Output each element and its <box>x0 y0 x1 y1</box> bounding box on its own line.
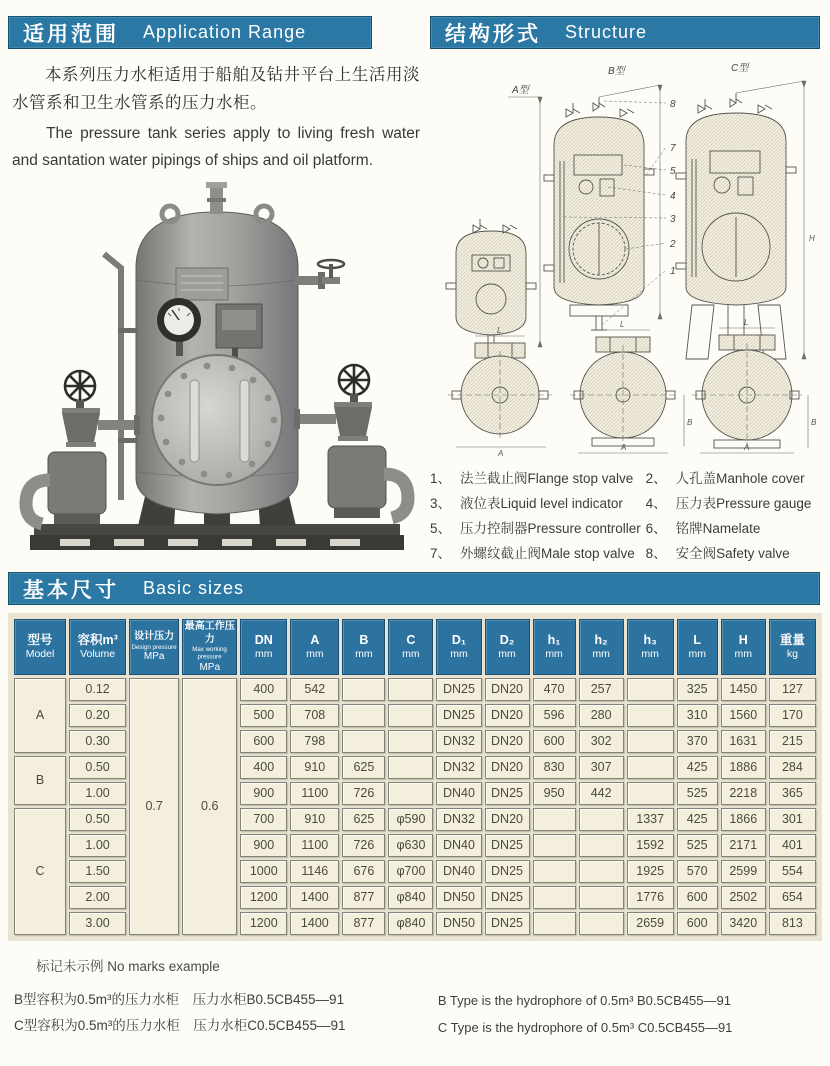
size-cell: 500 <box>240 704 287 727</box>
legend-item-7 <box>430 542 646 562</box>
size-cell: DN25 <box>436 678 481 701</box>
legend-item-text: 安全阀Safety valve <box>675 546 790 561</box>
size-cell: 1592 <box>627 834 674 857</box>
structure-column <box>424 49 822 562</box>
manhole-cover <box>152 355 282 485</box>
size-cell: DN50 <box>436 886 481 909</box>
size-cell <box>388 782 433 805</box>
svg-text:2: 2 <box>670 239 676 250</box>
size-cell <box>533 808 576 831</box>
svg-text:1: 1 <box>670 266 676 277</box>
svg-text:A: A <box>621 443 627 452</box>
size-cell <box>533 834 576 857</box>
svg-text:8: 8 <box>670 99 676 110</box>
column-header: 型号 Model <box>14 619 66 675</box>
liquid-level-gauge <box>104 254 138 500</box>
legend-item-number: 6、 <box>645 521 667 536</box>
column-header: 重量 kg <box>769 619 816 675</box>
size-cell: 0.12 <box>69 678 126 701</box>
structure-title-en: Structure <box>565 22 648 42</box>
size-cell: φ840 <box>388 912 433 935</box>
size-cell: 442 <box>579 782 624 805</box>
legend-item-8 <box>646 542 822 562</box>
size-cell <box>579 808 624 831</box>
size-cell <box>627 730 674 753</box>
size-cell: 0.50 <box>69 756 126 779</box>
top-banners <box>8 16 820 49</box>
type-a-label: A型 <box>512 85 529 96</box>
size-cell: 726 <box>342 834 385 857</box>
size-cell: DN40 <box>436 860 481 883</box>
size-cell: 625 <box>342 756 385 779</box>
size-cell: 910 <box>290 808 339 831</box>
size-cell <box>533 886 576 909</box>
column-header: H mm <box>721 619 766 675</box>
size-cell <box>388 704 433 727</box>
size-cell: DN40 <box>436 834 481 857</box>
size-cell: DN32 <box>436 756 481 779</box>
size-cell: 676 <box>342 860 385 883</box>
size-cell: 1200 <box>240 912 287 935</box>
size-cell: 1.00 <box>69 782 126 805</box>
legend-item-number: 1、 <box>430 471 452 486</box>
application-range-title-zh: 适用范围 <box>23 22 119 46</box>
size-cell: 2599 <box>721 860 766 883</box>
size-cell: DN32 <box>436 730 481 753</box>
size-cell: 2218 <box>721 782 766 805</box>
type-c-label: C型 <box>731 63 749 74</box>
legend-item-number: 3、 <box>430 496 452 511</box>
front-view-b <box>544 85 662 330</box>
svg-text:A: A <box>498 449 504 457</box>
pressure-cell: 0.6 <box>182 678 237 935</box>
size-cell: 325 <box>677 678 718 701</box>
table-row <box>14 678 816 701</box>
size-cell: 1.00 <box>69 834 126 857</box>
column-header: A mm <box>290 619 339 675</box>
size-cell: DN20 <box>485 704 530 727</box>
size-cell <box>627 704 674 727</box>
size-cell: 0.50 <box>69 808 126 831</box>
size-cell: DN20 <box>485 756 530 779</box>
size-cell: 798 <box>290 730 339 753</box>
shoulder-valve-icon <box>294 260 344 289</box>
note-line: B型容积为0.5m³的压力水柜 压力水柜B0.5CB455—91 <box>14 991 345 1007</box>
legend-item-text: 外螺纹截止阀Male stop valve <box>460 546 635 561</box>
top-riser-pipe <box>206 182 227 214</box>
size-cell: DN20 <box>485 808 530 831</box>
size-cell: 280 <box>579 704 624 727</box>
size-cell: 0.20 <box>69 704 126 727</box>
size-cell: 2.00 <box>69 886 126 909</box>
size-cell: 877 <box>342 886 385 909</box>
legend-item-text: 液位表Liquid level indicator <box>460 496 623 511</box>
size-cell: 401 <box>769 834 816 857</box>
size-cell: 910 <box>290 756 339 779</box>
size-cell <box>627 756 674 779</box>
size-cell: DN20 <box>485 678 530 701</box>
note-line: C型容积为0.5m³的压力水柜 压力水柜C0.5CB455—91 <box>14 1017 346 1033</box>
size-cell: 215 <box>769 730 816 753</box>
size-cell: DN50 <box>436 912 481 935</box>
size-cell: 570 <box>677 860 718 883</box>
size-cell: 2502 <box>721 886 766 909</box>
size-cell: 600 <box>677 886 718 909</box>
size-cell: 600 <box>677 912 718 935</box>
size-cell: 302 <box>579 730 624 753</box>
legend-item-text: 法兰截止阀Flange stop valve <box>460 471 634 486</box>
svg-text:3: 3 <box>670 214 676 225</box>
size-cell <box>579 834 624 857</box>
svg-text:L: L <box>744 318 749 327</box>
size-cell: 3.00 <box>69 912 126 935</box>
size-cell: 554 <box>769 860 816 883</box>
size-cell: 257 <box>579 678 624 701</box>
size-cell: 525 <box>677 782 718 805</box>
size-cell: 525 <box>677 834 718 857</box>
size-cell: 370 <box>677 730 718 753</box>
size-cell: 2659 <box>627 912 674 935</box>
legend-item-5 <box>430 517 646 537</box>
svg-text:5: 5 <box>670 166 676 177</box>
size-cell <box>579 886 624 909</box>
svg-text:7: 7 <box>670 143 676 154</box>
legend-item-2 <box>646 467 822 487</box>
size-cell: 708 <box>290 704 339 727</box>
top-view-b <box>570 320 693 453</box>
size-cell: 301 <box>769 808 816 831</box>
legend-item-number: 8、 <box>645 546 667 561</box>
size-cell: 900 <box>240 782 287 805</box>
size-cell <box>342 678 385 701</box>
note-line: C Type is the hydrophore of 0.5m³ C0.5CB455—91 <box>437 1019 733 1035</box>
size-cell: DN25 <box>485 834 530 857</box>
size-cell: 700 <box>240 808 287 831</box>
size-cell: 127 <box>769 678 816 701</box>
size-cell: 307 <box>579 756 624 779</box>
column-header: h₁ mm <box>533 619 576 675</box>
size-cell: 400 <box>240 678 287 701</box>
size-cell: 877 <box>342 912 385 935</box>
size-cell <box>579 912 624 935</box>
svg-text:A: A <box>744 443 750 452</box>
size-cell: 0.30 <box>69 730 126 753</box>
size-cell: 1100 <box>290 782 339 805</box>
size-cell: 365 <box>769 782 816 805</box>
size-cell: 2171 <box>721 834 766 857</box>
size-cell: 1.50 <box>69 860 126 883</box>
column-header: h₃ mm <box>627 619 674 675</box>
legend-item-number: 2、 <box>645 471 667 486</box>
nameplate <box>176 268 228 300</box>
pressure-cell: 0.7 <box>129 678 179 935</box>
size-cell: 3420 <box>721 912 766 935</box>
note-line: B Type is the hydrophore of 0.5m³ B0.5CB455—91 <box>437 992 731 1008</box>
notes-section <box>14 955 816 1042</box>
legend-item-number: 4、 <box>645 496 667 511</box>
size-cell: 654 <box>769 886 816 909</box>
size-cell: 726 <box>342 782 385 805</box>
model-cell: B <box>14 756 66 805</box>
svg-text:L: L <box>497 326 502 335</box>
size-cell: DN25 <box>485 912 530 935</box>
legend-item-1 <box>430 467 646 487</box>
column-header: 容积m³ Volume <box>69 619 126 675</box>
basic-sizes-title-zh: 基本尺寸 <box>23 578 119 602</box>
basic-sizes-table <box>11 616 819 938</box>
size-cell: φ590 <box>388 808 433 831</box>
size-cell: 625 <box>342 808 385 831</box>
size-cell: 830 <box>533 756 576 779</box>
svg-text:4: 4 <box>670 191 676 202</box>
size-cell <box>388 678 433 701</box>
legend-item-number: 5、 <box>430 521 452 536</box>
main-content <box>8 49 822 562</box>
size-cell: 1886 <box>721 756 766 779</box>
size-cell: DN25 <box>485 886 530 909</box>
basic-sizes-table-wrap <box>8 613 822 941</box>
size-cell: 1400 <box>290 886 339 909</box>
size-cell: φ840 <box>388 886 433 909</box>
size-cell <box>579 860 624 883</box>
size-cell: DN25 <box>485 860 530 883</box>
size-cell: 310 <box>677 704 718 727</box>
size-cell: 425 <box>677 756 718 779</box>
size-cell <box>627 782 674 805</box>
size-cell <box>342 704 385 727</box>
size-cell <box>388 730 433 753</box>
dim-h-label: H <box>809 234 815 243</box>
column-header: D₂ mm <box>485 619 530 675</box>
notes-left <box>14 987 430 1042</box>
legend-item-text: 压力表Pressure gauge <box>675 496 812 511</box>
size-cell: 1866 <box>721 808 766 831</box>
legend-item-4 <box>646 492 822 512</box>
size-cell: φ630 <box>388 834 433 857</box>
size-cell: 170 <box>769 704 816 727</box>
size-cell <box>627 678 674 701</box>
size-cell: 1631 <box>721 730 766 753</box>
column-header: 设计压力 Design pressure MPa <box>129 619 179 675</box>
size-cell: 1200 <box>240 886 287 909</box>
model-cell: A <box>14 678 66 753</box>
legend-item-text: 人孔盖Manhole cover <box>675 471 805 486</box>
legend-item-text: 压力控制器Pressure controller <box>460 521 641 536</box>
size-cell: DN20 <box>485 730 530 753</box>
size-cell <box>533 860 576 883</box>
size-cell <box>388 756 433 779</box>
size-cell: 1400 <box>290 912 339 935</box>
svg-text:B: B <box>811 418 817 427</box>
size-cell <box>533 912 576 935</box>
size-cell: 1337 <box>627 808 674 831</box>
application-column <box>8 49 424 562</box>
size-cell: 1776 <box>627 886 674 909</box>
size-cell <box>342 730 385 753</box>
svg-text:L: L <box>620 320 625 329</box>
application-text-zh: 本系列压力水柜适用于船舶及钻井平台上生活用淡水管系和卫生水管系的压力水柜。 <box>12 66 420 113</box>
notes-title: 标记未示例 No marks example <box>36 958 220 974</box>
column-header: DN mm <box>240 619 287 675</box>
column-header: C mm <box>388 619 433 675</box>
legend-item-6 <box>646 517 822 537</box>
svg-text:B: B <box>687 418 693 427</box>
column-header: h₂ mm <box>579 619 624 675</box>
type-b-label: B型 <box>608 66 625 77</box>
size-cell: 950 <box>533 782 576 805</box>
size-cell: DN32 <box>436 808 481 831</box>
size-cell: 400 <box>240 756 287 779</box>
model-cell: C <box>14 808 66 935</box>
size-cell: 1146 <box>290 860 339 883</box>
size-cell: 596 <box>533 704 576 727</box>
column-header: D₁ mm <box>436 619 481 675</box>
size-cell: 600 <box>240 730 287 753</box>
application-range-title-en: Application Range <box>143 22 307 42</box>
front-view-a <box>446 97 542 347</box>
size-cell: φ700 <box>388 860 433 883</box>
size-cell: DN25 <box>485 782 530 805</box>
size-cell: DN25 <box>436 704 481 727</box>
size-cell: 470 <box>533 678 576 701</box>
size-cell: 1925 <box>627 860 674 883</box>
base-frame <box>30 524 404 550</box>
structure-drawing <box>428 57 822 457</box>
structure-banner <box>430 16 820 49</box>
column-header: L mm <box>677 619 718 675</box>
catalog-page <box>0 16 830 1066</box>
legend-item-3 <box>430 492 646 512</box>
parts-legend <box>430 467 822 562</box>
size-cell: 425 <box>677 808 718 831</box>
legend-item-number: 7、 <box>430 546 452 561</box>
column-header: B mm <box>342 619 385 675</box>
basic-sizes-banner <box>8 572 820 605</box>
size-cell: DN40 <box>436 782 481 805</box>
top-view-a <box>448 326 552 457</box>
size-cell: 1560 <box>721 704 766 727</box>
structure-title-zh: 结构形式 <box>445 22 541 46</box>
size-cell: 600 <box>533 730 576 753</box>
legend-item-text: 铭牌Namelate <box>675 521 761 536</box>
size-cell: 813 <box>769 912 816 935</box>
column-header: 最高工作压力 Max working pressure MPa <box>182 619 237 675</box>
application-range-banner <box>8 16 372 49</box>
size-cell: 1000 <box>240 860 287 883</box>
size-cell: 284 <box>769 756 816 779</box>
basic-sizes-title-en: Basic sizes <box>143 578 245 598</box>
size-cell: 1100 <box>290 834 339 857</box>
size-cell: 542 <box>290 678 339 701</box>
notes-row <box>14 987 816 1042</box>
notes-right <box>438 987 816 1042</box>
application-text-en: The pressure tank series apply to living fresh water and santation water pipings of ships and oil platform. <box>12 124 420 169</box>
pressure-tank-photo <box>18 180 416 562</box>
size-cell: 900 <box>240 834 287 857</box>
size-cell: 1450 <box>721 678 766 701</box>
